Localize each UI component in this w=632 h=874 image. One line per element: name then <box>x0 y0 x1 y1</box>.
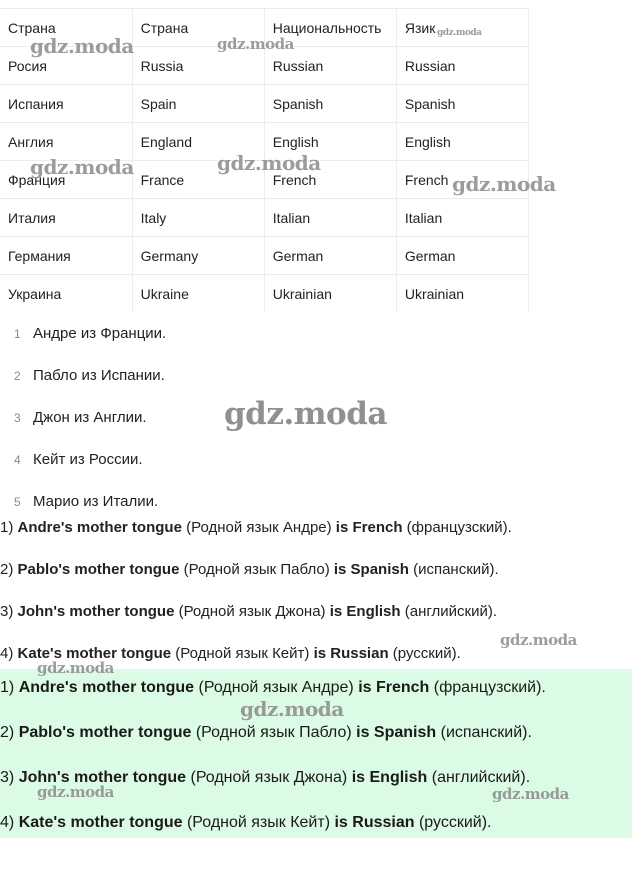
table-cell: Spanish <box>264 85 396 123</box>
table-header-cell: Национальность <box>264 9 396 47</box>
watermark: gdz.moda <box>500 631 577 649</box>
highlighted-answers <box>0 669 632 838</box>
answer-number: 2) <box>0 724 15 741</box>
table-cell: Italy <box>132 199 264 237</box>
watermark: gdz.moda <box>452 172 556 196</box>
answer-verb-phrase: is Russian <box>313 645 389 662</box>
list-number: 3 <box>14 411 21 425</box>
list-item <box>0 355 166 397</box>
answer-verb-phrase: is Russian <box>334 814 415 831</box>
answer-translation: (Родной язык Кейт) <box>175 645 310 662</box>
sentence-text: Марио из Италии. <box>33 493 159 510</box>
sentence-list <box>0 313 166 523</box>
answer-line <box>0 804 632 849</box>
answer-translation: (Родной язык Пабло) <box>183 561 330 578</box>
table-cell: Германия <box>0 237 132 275</box>
answer-subject: John's mother tongue <box>17 603 175 620</box>
answer-number: 4) <box>0 645 14 662</box>
answer-subject: Kate's mother tongue <box>17 645 172 662</box>
answer-verb-phrase: is French <box>335 519 403 536</box>
list-item <box>0 313 166 355</box>
list-number: 5 <box>14 495 21 509</box>
table-cell: German <box>264 237 396 275</box>
sentence-text: Андре из Франции. <box>33 325 167 342</box>
table-cell: Росия <box>0 47 132 85</box>
answer-line <box>0 549 632 591</box>
table-cell: Украина <box>0 275 132 313</box>
answer-note: (английский). <box>431 769 531 786</box>
table-cell: Италия <box>0 199 132 237</box>
table-cell: Russian <box>264 47 396 85</box>
sentence-text: Кейт из России. <box>33 451 143 468</box>
answers-list <box>0 507 632 675</box>
answer-verb-phrase: is English <box>351 769 428 786</box>
answer-verb-phrase: is Spanish <box>356 724 437 741</box>
answer-note: (испанский). <box>413 561 499 578</box>
table-cell: French <box>396 161 528 199</box>
sentence-text: Джон из Англии. <box>33 409 147 426</box>
table-cell: Italian <box>264 199 396 237</box>
table-row <box>0 275 529 313</box>
answer-number: 1) <box>0 519 14 536</box>
list-number: 1 <box>14 327 21 341</box>
table-cell: Spain <box>132 85 264 123</box>
answer-note: (французский). <box>433 679 546 696</box>
watermark: gdz.moda <box>37 659 114 677</box>
table-cell: Англия <box>0 123 132 161</box>
answer-number: 3) <box>0 769 15 786</box>
table-cell: Italian <box>396 199 528 237</box>
table-cell: Spanish <box>396 85 528 123</box>
table-cell: Russia <box>132 47 264 85</box>
table-cell: Ukrainian <box>396 275 528 313</box>
watermark: gdz.moda <box>217 151 321 175</box>
table-cell: English <box>396 123 528 161</box>
answer-note: (французский). <box>406 519 512 536</box>
watermark: gdz.moda <box>30 34 134 58</box>
answer-subject: Pablo's mother tongue <box>18 724 192 741</box>
watermark: gdz.moda <box>240 697 344 721</box>
watermark: gdz.moda <box>437 28 482 38</box>
answer-subject: Pablo's mother tongue <box>17 561 180 578</box>
list-item <box>0 439 166 481</box>
answer-note: (английский). <box>404 603 498 620</box>
table-row <box>0 199 529 237</box>
list-number: 2 <box>14 369 21 383</box>
table-cell: English <box>264 123 396 161</box>
watermark: gdz.moda <box>224 396 387 432</box>
answer-number: 3) <box>0 603 14 620</box>
list-number: 4 <box>14 453 21 467</box>
watermark: gdz.moda <box>217 35 294 53</box>
answer-note: (испанский). <box>440 724 532 741</box>
table-cell: Ukrainian <box>264 275 396 313</box>
answer-translation: (Родной язык Андре) <box>198 679 354 696</box>
table-row <box>0 85 529 123</box>
answer-number: 4) <box>0 814 15 831</box>
answer-note: (русский). <box>392 645 461 662</box>
table-cell: France <box>132 161 264 199</box>
answer-line <box>0 507 632 549</box>
table-cell: French <box>264 161 396 199</box>
answer-verb-phrase: is Spanish <box>333 561 409 578</box>
answer-translation: (Родной язык Андре) <box>186 519 332 536</box>
answer-subject: John's mother tongue <box>18 769 187 786</box>
answer-number: 1) <box>0 679 15 696</box>
table-header-cell: Язик <box>396 9 528 47</box>
answer-line <box>0 591 632 633</box>
table-cell: Ukraine <box>132 275 264 313</box>
table-cell: Испания <box>0 85 132 123</box>
answer-number: 2) <box>0 561 14 578</box>
table-cell: German <box>396 237 528 275</box>
table-header-cell: Страна <box>0 9 132 47</box>
table-row <box>0 237 529 275</box>
answer-translation: (Родной язык Джона) <box>178 603 326 620</box>
table-cell: Russian <box>396 47 528 85</box>
answer-verb-phrase: is English <box>329 603 401 620</box>
answer-subject: Andre's mother tongue <box>17 519 182 536</box>
answer-subject: Andre's mother tongue <box>18 679 195 696</box>
table-header-cell: Страна <box>132 9 264 47</box>
table-cell: Germany <box>132 237 264 275</box>
watermark: gdz.moda <box>30 155 134 179</box>
table-cell: England <box>132 123 264 161</box>
answer-translation: (Родной язык Джона) <box>190 769 348 786</box>
watermark: gdz.moda <box>492 785 569 803</box>
answer-translation: (Родной язык Кейт) <box>186 814 331 831</box>
answer-verb-phrase: is French <box>358 679 430 696</box>
answer-translation: (Родной язык Пабло) <box>195 724 352 741</box>
watermark: gdz.moda <box>37 783 114 801</box>
list-item <box>0 397 166 439</box>
table-cell: Франция <box>0 161 132 199</box>
answer-subject: Kate's mother tongue <box>18 814 183 831</box>
sentence-text: Пабло из Испании. <box>33 367 165 384</box>
answer-note: (русский). <box>418 814 492 831</box>
